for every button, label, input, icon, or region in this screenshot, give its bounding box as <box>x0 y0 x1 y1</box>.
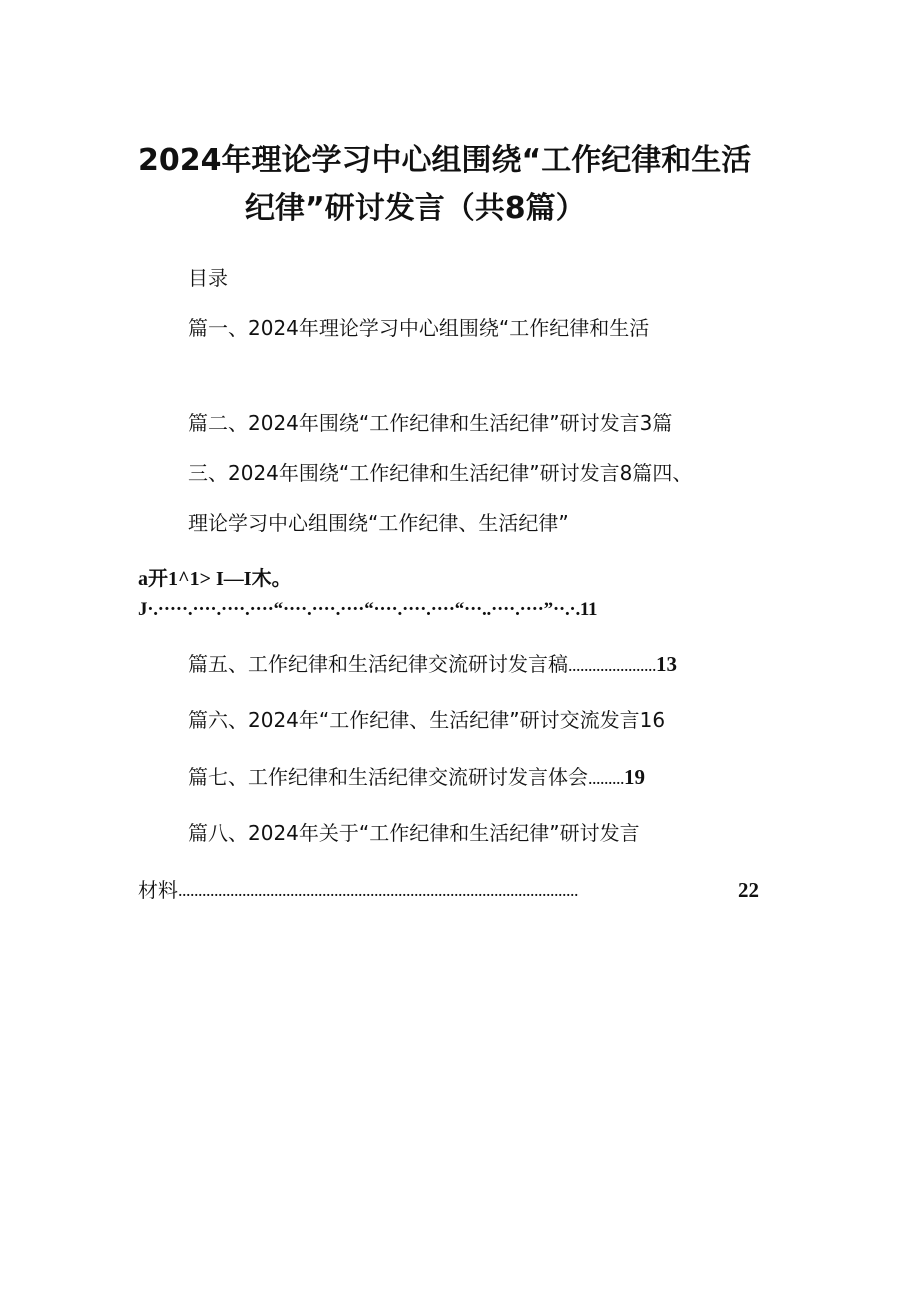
toc-heading: 目录 <box>188 266 228 290</box>
toc-entry-8-line-2[interactable] <box>138 877 788 903</box>
document-title-line-2: 纪律”研讨发言（共8篇） <box>245 191 586 226</box>
toc-entry-7-label: 篇七、工作纪律和生活纪律交流研讨发言体会 <box>188 765 588 789</box>
toc-entry-5-leader: ...................... <box>568 655 656 675</box>
toc-entry-4-line-1[interactable]: 理论学习中心组围绕“工作纪律、生活纪律” <box>188 511 569 535</box>
toc-entry-8-page: 22 <box>738 878 759 902</box>
toc-entry-8-leader: .................................................................................................... <box>178 880 578 900</box>
toc-entry-5[interactable] <box>188 651 677 678</box>
toc-entry-8-label: 材料 <box>138 878 178 902</box>
toc-entry-7-page: 19 <box>624 765 645 789</box>
toc-entry-6[interactable]: 篇六、2024年“工作纪律、生活纪律”研讨交流发言16 <box>188 708 666 732</box>
toc-entry-4-garbled-text: a开1^1> I—I木。 <box>138 568 292 590</box>
toc-entry-3[interactable]: 三、2024年围绕“工作纪律和生活纪律”研讨发言8篇四、 <box>188 461 693 485</box>
toc-entry-5-page: 13 <box>656 652 677 676</box>
toc-entry-7-leader: ......... <box>588 768 624 788</box>
toc-entry-8-line-1[interactable]: 篇八、2024年关于“工作纪律和生活纪律”研讨发言 <box>188 821 640 845</box>
toc-entry-7[interactable] <box>188 764 645 791</box>
toc-entry-2[interactable]: 篇二、2024年围绕“工作纪律和生活纪律”研讨发言3篇 <box>188 411 673 435</box>
toc-entry-1[interactable]: 篇一、2024年理论学习中心组围绕“工作纪律和生活 <box>188 316 650 340</box>
document-title-line-1: 2024年理论学习中心组围绕“工作纪律和生活 <box>138 143 752 178</box>
toc-entry-4-garbled-leader: J·.·····.····.····.····“····.····.····“····.····.····“···..····.····”··.·.11 <box>138 599 598 620</box>
toc-entry-5-label: 篇五、工作纪律和生活纪律交流研讨发言稿 <box>188 652 568 676</box>
